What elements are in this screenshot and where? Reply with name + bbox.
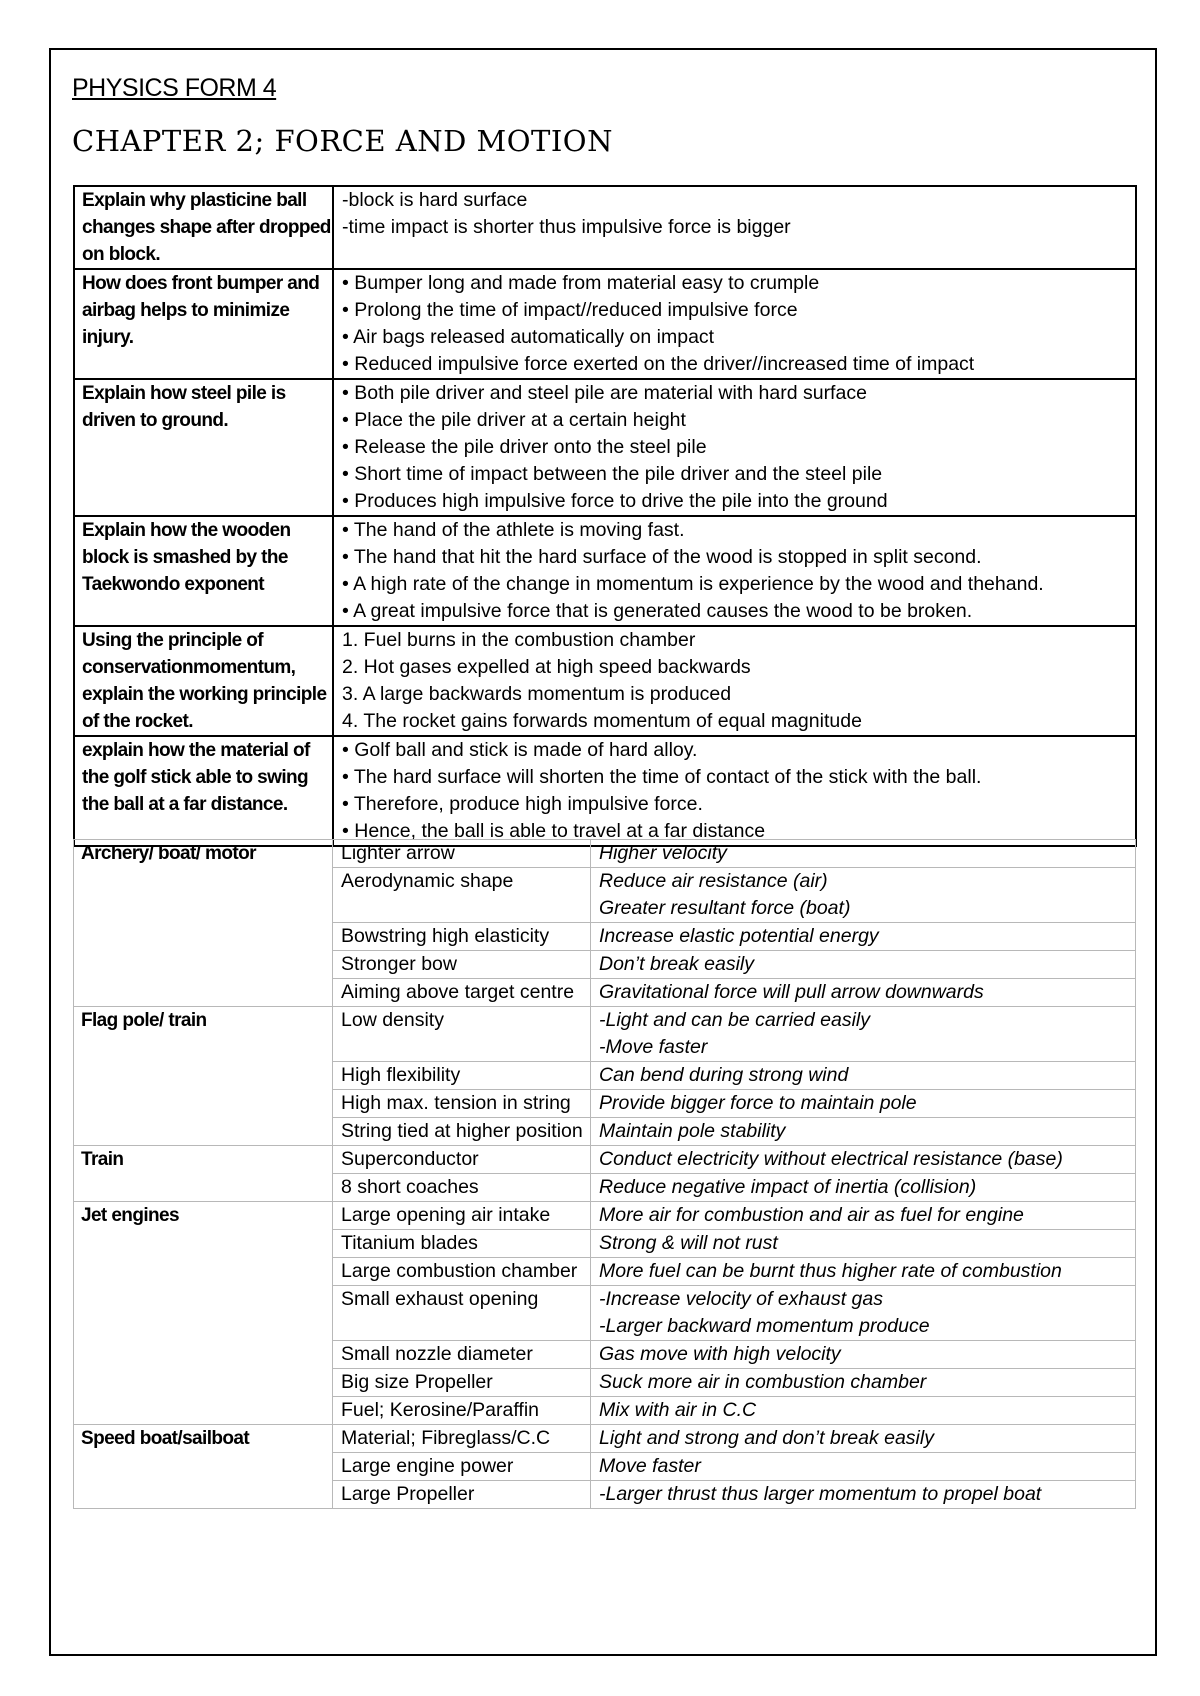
feature-category: Jet engines (74, 1202, 333, 1425)
feature-reason-line: Gas move with high velocity (599, 1343, 841, 1365)
feature-name: Aerodynamic shape (333, 868, 591, 923)
qa-row (74, 379, 1136, 516)
feature-row (74, 840, 1136, 868)
qa-answer (333, 736, 1136, 846)
qa-answer-line: • Golf ball and stick is made of hard alloy. (342, 739, 698, 761)
qa-question: Explain how the wooden block is smashed by the Taekwondo exponent (74, 516, 333, 626)
feature-reason (591, 1090, 1136, 1118)
qa-answer (333, 379, 1136, 516)
feature-reason (591, 1481, 1136, 1509)
feature-reason-line: -Light and can be carried easily (599, 1009, 870, 1031)
qa-answer-line: • A high rate of the change in momentum is experience by the wood and thehand. (342, 573, 1044, 595)
qa-question: explain how the material of the golf stick able to swing the ball at a far distance. (74, 736, 333, 846)
feature-reason-line: Can bend during strong wind (599, 1064, 849, 1086)
feature-reason-line: -Larger thrust thus larger momentum to propel boat (599, 1483, 1042, 1505)
qa-answer-line: • A great impulsive force that is generated causes the wood to be broken. (342, 600, 973, 622)
feature-name: Lighter arrow (333, 840, 591, 868)
feature-reason-line: -Move faster (599, 1036, 708, 1058)
feature-row (74, 1425, 1136, 1453)
qa-answer (333, 516, 1136, 626)
feature-reason-line: Increase elastic potential energy (599, 925, 879, 947)
feature-category: Speed boat/sailboat (74, 1425, 333, 1509)
feature-name: Large combustion chamber (333, 1258, 591, 1286)
feature-reason (591, 1202, 1136, 1230)
feature-reason (591, 1146, 1136, 1174)
feature-name: Material; Fibreglass/C.C (333, 1425, 591, 1453)
feature-reason-line: Strong & will not rust (599, 1232, 778, 1254)
feature-category: Archery/ boat/ motor (74, 840, 333, 1007)
feature-reason (591, 1230, 1136, 1258)
feature-name: Stronger bow (333, 951, 591, 979)
qa-answer (333, 269, 1136, 379)
qa-row (74, 516, 1136, 626)
qa-answer-line: • The hard surface will shorten the time of contact of the stick with the ball. (342, 766, 982, 788)
qa-row (74, 186, 1136, 269)
feature-reason (591, 1118, 1136, 1146)
feature-name: High flexibility (333, 1062, 591, 1090)
feature-reason (591, 1369, 1136, 1397)
qa-row (74, 269, 1136, 379)
qa-answer-line: -time impact is shorter thus impulsive force is bigger (342, 216, 791, 238)
feature-reason (591, 868, 1136, 923)
feature-reason-line: Suck more air in combustion chamber (599, 1371, 927, 1393)
qa-answer (333, 626, 1136, 736)
qa-answer-line: • Bumper long and made from material easy to crumple (342, 272, 820, 294)
qa-answer-line: • Reduced impulsive force exerted on the driver//increased time of impact (342, 353, 975, 375)
qa-answer-line: • Air bags released automatically on impact (342, 326, 715, 348)
feature-name: High max. tension in string (333, 1090, 591, 1118)
feature-reason (591, 979, 1136, 1007)
feature-reason (591, 840, 1136, 868)
qa-answer-line: -block is hard surface (342, 189, 528, 211)
feature-reason-line: More air for combustion and air as fuel for engine (599, 1204, 1024, 1226)
feature-reason-line: -Increase velocity of exhaust gas (599, 1288, 883, 1310)
chapter-title: CHAPTER 2; FORCE AND MOTION (72, 124, 613, 158)
qa-question: Explain how steel pile is driven to ground. (74, 379, 333, 516)
feature-reason-line: More fuel can be burnt thus higher rate of combustion (599, 1260, 1062, 1282)
features-table (73, 839, 1136, 1509)
feature-category: Flag pole/ train (74, 1007, 333, 1146)
qa-answer-line: 1. Fuel burns in the combustion chamber (342, 629, 696, 651)
feature-name: 8 short coaches (333, 1174, 591, 1202)
feature-row (74, 1202, 1136, 1230)
feature-name: Bowstring high elasticity (333, 923, 591, 951)
qa-answer-line: • The hand that hit the hard surface of the wood is stopped in split second. (342, 546, 982, 568)
feature-reason (591, 1258, 1136, 1286)
feature-reason-line: -Larger backward momentum produce (599, 1315, 930, 1337)
feature-name: Titanium blades (333, 1230, 591, 1258)
feature-reason-line: Higher velocity (599, 842, 727, 864)
feature-row (74, 1146, 1136, 1174)
feature-name: Aiming above target centre (333, 979, 591, 1007)
feature-reason (591, 923, 1136, 951)
feature-reason-line: Conduct electricity without electrical resistance (base) (599, 1148, 1063, 1170)
feature-reason-line: Maintain pole stability (599, 1120, 786, 1142)
feature-reason-line: Mix with air in C.C (599, 1399, 757, 1421)
feature-category: Train (74, 1146, 333, 1202)
form-title: PHYSICS FORM 4 (72, 74, 277, 102)
feature-reason-line: Provide bigger force to maintain pole (599, 1092, 917, 1114)
qa-answer-line: 2. Hot gases expelled at high speed backwards (342, 656, 751, 678)
feature-name: Large opening air intake (333, 1202, 591, 1230)
qa-answer-line: 3. A large backwards momentum is produced (342, 683, 732, 705)
qa-answer-line: 4. The rocket gains forwards momentum of equal magnitude (342, 710, 862, 732)
qa-row (74, 626, 1136, 736)
qa-answer-line: • Release the pile driver onto the steel pile (342, 436, 707, 458)
feature-reason (591, 1425, 1136, 1453)
qa-answer-line: • Short time of impact between the pile driver and the steel pile (342, 463, 883, 485)
feature-reason (591, 1286, 1136, 1341)
feature-reason (591, 1062, 1136, 1090)
qa-row (74, 736, 1136, 846)
qa-question: How does front bumper and airbag helps to minimize injury. (74, 269, 333, 379)
qa-answer-line: • Both pile driver and steel pile are material with hard surface (342, 382, 867, 404)
feature-reason-line: Reduce air resistance (air) (599, 870, 828, 892)
feature-name: Small nozzle diameter (333, 1341, 591, 1369)
qa-question: Explain why plasticine ball changes shape after dropped on block. (74, 186, 333, 269)
feature-row (74, 1007, 1136, 1062)
feature-name: String tied at higher position (333, 1118, 591, 1146)
feature-reason-line: Don’t break easily (599, 953, 754, 975)
qa-question: Using the principle of conservationmomentum, explain the working principle of the rocket. (74, 626, 333, 736)
qa-answer-line: • Hence, the ball is able to travel at a far distance (342, 820, 766, 842)
feature-name: Big size Propeller (333, 1369, 591, 1397)
feature-reason-line: Gravitational force will pull arrow downwards (599, 981, 984, 1003)
qa-answer-line: • Prolong the time of impact//reduced impulsive force (342, 299, 798, 321)
feature-reason (591, 1397, 1136, 1425)
feature-reason (591, 1007, 1136, 1062)
qa-answer-line: • Produces high impulsive force to drive the pile into the ground (342, 490, 888, 512)
qa-answer (333, 186, 1136, 269)
feature-reason (591, 1453, 1136, 1481)
feature-reason (591, 1174, 1136, 1202)
qa-table (73, 185, 1137, 847)
feature-name: Superconductor (333, 1146, 591, 1174)
feature-name: Large Propeller (333, 1481, 591, 1509)
feature-reason-line: Light and strong and don’t break easily (599, 1427, 934, 1449)
feature-reason (591, 951, 1136, 979)
qa-answer-line: • Therefore, produce high impulsive force. (342, 793, 703, 815)
qa-answer-line: • Place the pile driver at a certain height (342, 409, 686, 431)
feature-reason-line: Reduce negative impact of inertia (collision) (599, 1176, 977, 1198)
feature-name: Large engine power (333, 1453, 591, 1481)
feature-name: Small exhaust opening (333, 1286, 591, 1341)
feature-name: Fuel; Kerosine/Paraffin (333, 1397, 591, 1425)
feature-reason-line: Greater resultant force (boat) (599, 897, 851, 919)
feature-reason-line: Move faster (599, 1455, 701, 1477)
feature-reason (591, 1341, 1136, 1369)
qa-answer-line: • The hand of the athlete is moving fast. (342, 519, 685, 541)
feature-name: Low density (333, 1007, 591, 1062)
